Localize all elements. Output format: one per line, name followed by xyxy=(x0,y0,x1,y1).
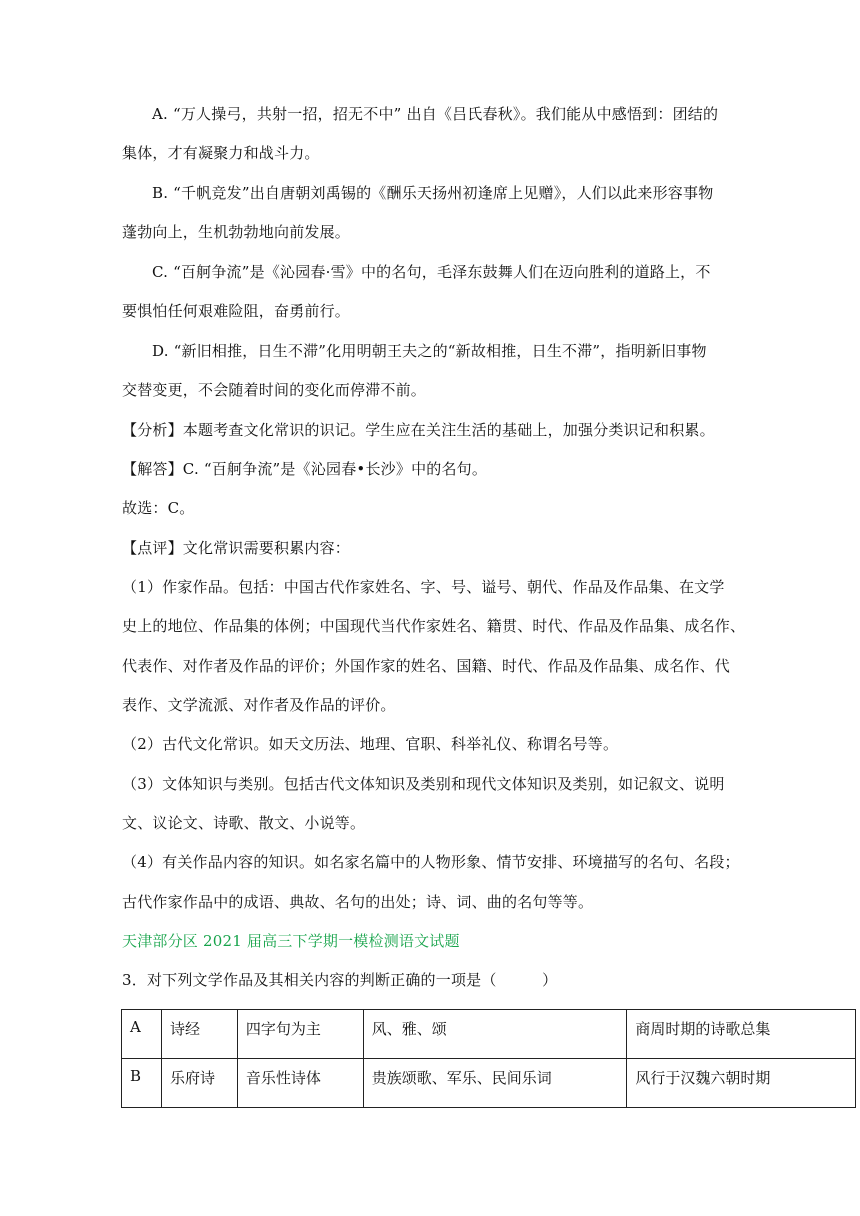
table-cell: B xyxy=(122,1059,162,1108)
comment-text: 【点评】文化常识需要积累内容： xyxy=(122,539,351,557)
choice-text: 故选：C。 xyxy=(122,499,195,517)
table-cell: 贵族颂歌、军乐、民间乐词 xyxy=(363,1059,627,1108)
option-c-line-2: 要惧怕任何艰难险阻，奋勇前行。 xyxy=(122,302,351,320)
table-cell: 商周时期的诗歌总集 xyxy=(627,1010,856,1059)
answer-text: 【解答】C. “百舸争流”是《沁园春•长沙》中的名句。 xyxy=(122,460,488,478)
table-cell: 诗经 xyxy=(161,1010,237,1059)
option-a-line-2: 集体，才有凝聚力和战斗力。 xyxy=(122,144,320,162)
option-d-line-2: 交替变更，不会随着时间的变化而停滞不前。 xyxy=(122,381,427,399)
item1-line-3: 代表作、对作者及作品的评价；外国作家的姓名、国籍、时代、作品及作品集、成名作、代 xyxy=(122,657,731,675)
item3-line-2: 文、议论文、诗歌、散文、小说等。 xyxy=(122,814,366,832)
question-stem: 3．对下列文学作品及其相关内容的判断正确的一项是（ ） xyxy=(122,971,558,989)
table-cell: 四字句为主 xyxy=(237,1010,363,1059)
option-b-line-1: B. “千帆竞发”出自唐朝刘禹锡的《酬乐天扬州初逢席上见赠》，人们以此来形容事物 xyxy=(152,184,714,202)
analysis-text: 【分析】本题考查文化常识的识记。学生应在关注生活的基础上，加强分类识记和积累。 xyxy=(122,421,715,439)
table-cell: A xyxy=(122,1010,162,1059)
option-d-line-1: D. “新旧相推，日生不滞”化用明朝王夫之的“新故相推，日生不滞”，指明新旧事物 xyxy=(152,342,707,360)
item1-line-2: 史上的地位、作品集的体例；中国现代当代作家姓名、籍贯、时代、作品及作品集、成名作、 xyxy=(122,617,746,635)
item1-line-1: （1）作家作品。包括：中国古代作家姓名、字、号、谥号、朝代、作品及作品集、在文学 xyxy=(122,578,725,596)
item3-line-1: （3）文体知识与类别。包括古代文体知识及类别和现代文体知识及类别，如记叙文、说明 xyxy=(122,775,725,793)
table-cell: 风行于汉魏六朝时期 xyxy=(627,1059,856,1108)
option-b-line-2: 蓬勃向上，生机勃勃地向前发展。 xyxy=(122,223,351,241)
item1-line-4: 表作、文学流派、对作者及作品的评价。 xyxy=(122,696,396,714)
option-c-line-1: C. “百舸争流”是《沁园春·雪》中的名句，毛泽东鼓舞人们在迈向胜利的道路上，不 xyxy=(152,263,711,281)
exam-source-title: 天津部分区 2021 届高三下学期一模检测语文试题 xyxy=(122,932,460,950)
item2-text: （2）古代文化常识。如天文历法、地理、官职、科举礼仪、称谓名号等。 xyxy=(122,735,619,753)
option-a-line-1: A. “万人操弓，共射一招，招无不中” 出自《吕氏春秋》。我们能从中感悟到：团结的 xyxy=(152,105,719,123)
table-cell: 音乐性诗体 xyxy=(237,1059,363,1108)
options-table xyxy=(121,1009,856,1108)
item4-line-2: 古代作家作品中的成语、典故、名句的出处；诗、词、曲的名句等等。 xyxy=(122,893,594,911)
table-row xyxy=(122,1010,856,1059)
table-cell: 风、雅、颂 xyxy=(363,1010,627,1059)
table-cell: 乐府诗 xyxy=(161,1059,237,1108)
item4-line-1: （4）有关作品内容的知识。如名家名篇中的人物形象、情节安排、环境描写的名句、名段； xyxy=(122,853,740,871)
table-row xyxy=(122,1059,856,1108)
